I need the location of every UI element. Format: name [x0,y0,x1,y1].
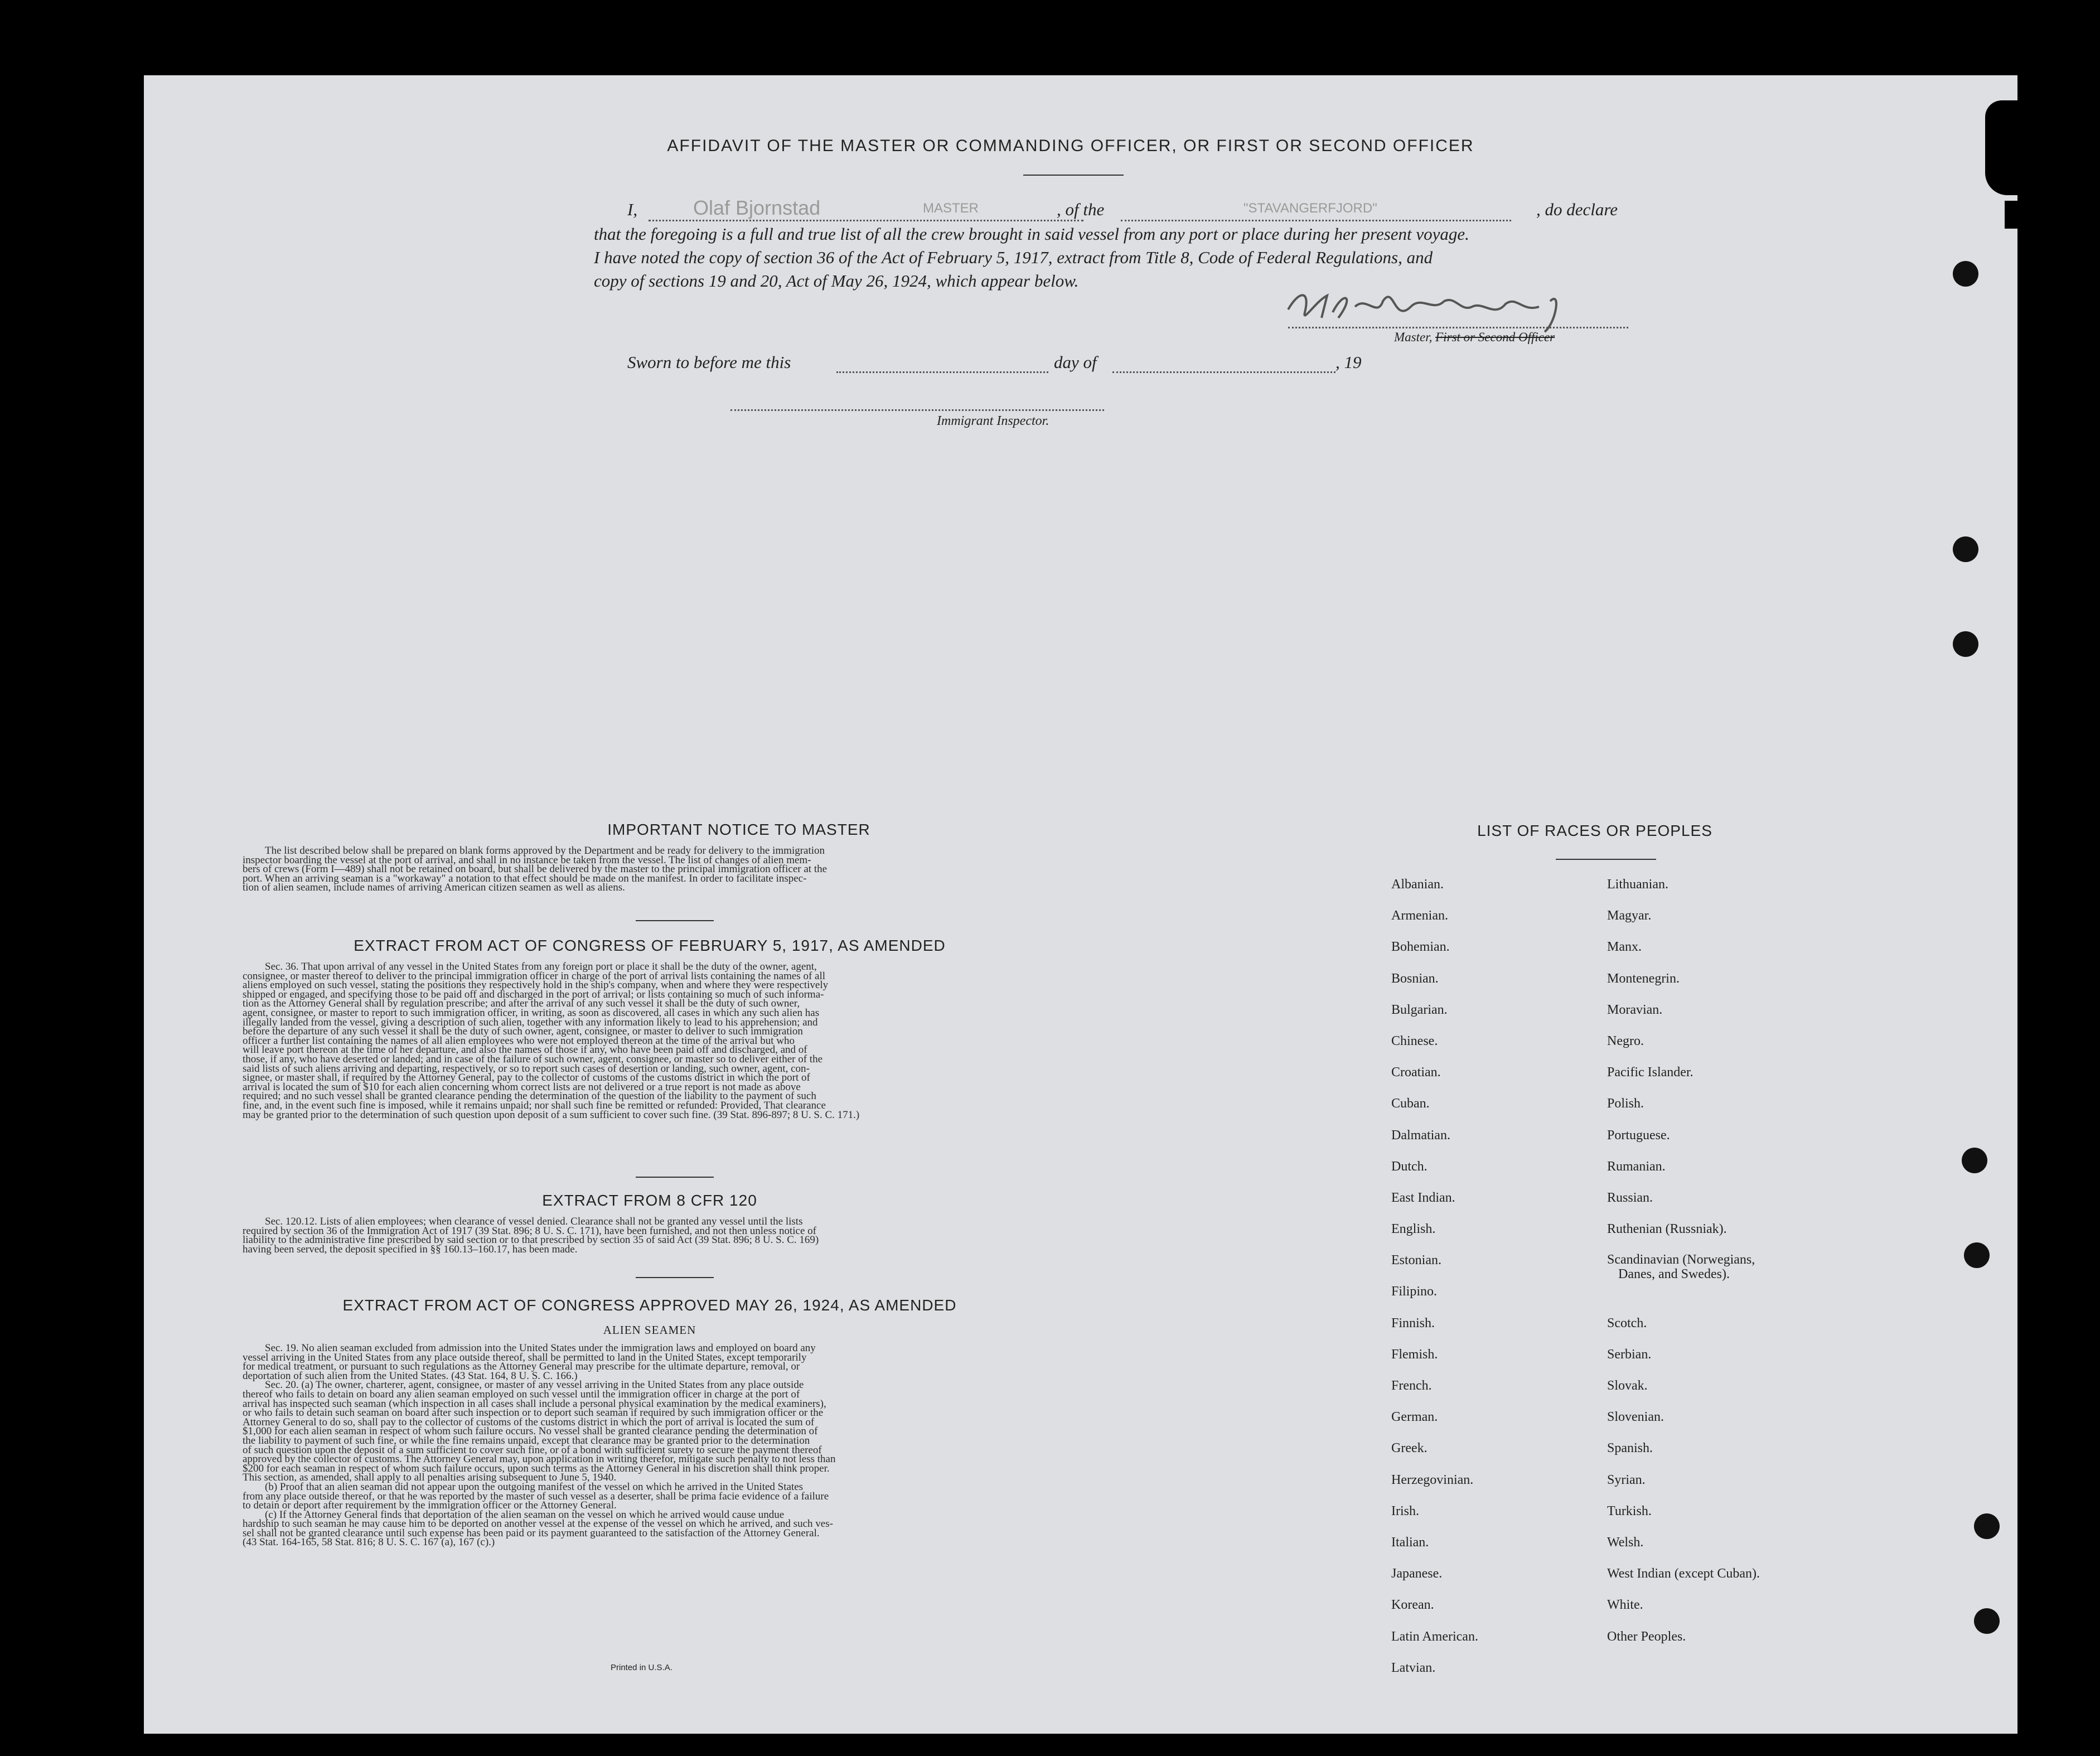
struck-officer-label: First or Second Officer [1435,330,1555,344]
inspector-line [730,409,1104,411]
race-item: Welsh. [1607,1535,1644,1550]
extract-1924-line: Sec. 19. No alien seaman excluded from admission into the United States under the immigration laws and employed on board any [265,1342,816,1354]
race-item: Negro. [1607,1033,1644,1048]
race-item: Pacific Islander. [1607,1065,1693,1080]
race-item: Syrian. [1607,1472,1646,1487]
pronoun: I, [627,200,638,219]
race-item: English. [1391,1222,1436,1237]
sworn-month-field [1112,352,1336,373]
extract-1924-line: thereof who fails to detain on board any alien seaman employed on such vessel until the immigration officer in charge at the port of [243,1388,800,1400]
sworn-day-field [836,352,1048,373]
race-item: Chinese. [1391,1033,1438,1048]
notice-body [243,846,1057,893]
extract-1924-title: EXTRACT FROM ACT OF CONGRESS APPROVED MAY 26, 1924, AS AMENDED [342,1297,957,1314]
race-item: Turkish. [1607,1503,1652,1518]
extract-1924-line: or who fails to detain such seaman on board after such inspection or to deport such seaman if required by such immigration officer or the [243,1407,824,1419]
extract-1924-line: $1,000 for each alien seaman in respect of whom such failure occurs. No vessel shall be granted clearance pending the determination of [243,1425,818,1438]
race-item: Lithuanian. [1607,877,1668,892]
extract-1917-line: consignee, or master thereof to deliver to the principal immigration officer in charge of the port of arrival lists containing the names of all [243,970,826,982]
extract-1917-line: arrival is located the sum of $10 for each alien concerning whom correct lists are not delivered or a true report is not made as above [243,1081,801,1093]
race-item: Cuban. [1391,1096,1430,1111]
extract-1924-line: the liability to payment of such fine, or while the fine remains unpaid, except that clearance may be granted prior to the determination [243,1434,810,1447]
race-item: German. [1391,1410,1438,1425]
race-item: Albanian. [1391,877,1444,892]
notice-line: tion of alien seamen, include names of arriving American citizen seamen as well as aliens. [243,882,625,894]
extract-1917-line: illegally landed from the vessel, giving a description of such alien, together with any information likely to lead to his apprehension; and [243,1016,818,1028]
race-item: Bosnian. [1391,971,1439,986]
race-item: Latin American. [1391,1629,1478,1644]
extract-1924-line: approved by the collector of customs. The Attorney General may, upon application in writing therefor, mitigate such penalty to not less than [243,1453,836,1465]
extract-1917-body [243,962,1057,1120]
race-item: Other Peoples. [1607,1629,1686,1644]
name-value: Olaf Bjornstad [693,196,821,219]
sworn-text: Sworn to before me this [627,352,791,372]
race-item: Croatian. [1391,1065,1441,1080]
extract-1924-line: from any place outside thereof, or that he was reported by the master of such vessel as a deserter, shall be prima facie evidence of a failure [243,1490,829,1502]
extract-1917-line: Sec. 36. That upon arrival of any vessel in the United States from any foreign port or place it shall be the duty of the owner, agent, [265,961,817,973]
race-item: West Indian (except Cuban). [1607,1566,1760,1581]
race-item: Scotch. [1607,1315,1647,1331]
extract-1924-line: $200 for each seaman in respect of whom such failure occurs, upon such terms as the Attorney General in his discretion shall think proper. [243,1462,830,1474]
race-item: Estonian. [1391,1253,1441,1268]
notice-line: bers of crews (Form I—489) shall not be retained on board, but shall be delivered by the master to the principal immigration officer at the [243,863,828,875]
day-of-text: day of [1054,352,1097,372]
race-item: Russian. [1607,1190,1653,1205]
sworn-line [594,352,1637,375]
race-item: Dutch. [1391,1159,1428,1174]
affidavit-title: AFFIDAVIT OF THE MASTER OR COMMANDING OFFICER, OR FIRST OR SECOND OFFICER [667,137,1474,155]
extract-1924-line: (c) If the Attorney General finds that deportation of the alien seaman on the vessel on which he arrived would cause undue [265,1508,785,1521]
notice-title: IMPORTANT NOTICE TO MASTER [607,821,870,838]
race-item: Greek. [1391,1441,1428,1456]
declaration-line-1 [594,196,1637,222]
extract-1924-line: This section, as amended, shall apply to all penalties arising subsequent to June 5, 1940. [243,1472,617,1484]
race-item: Flemish. [1391,1347,1438,1362]
extract-1924-line: vessel arriving in the United States from any place outside thereof, shall be permitted to land in the United States, except temporarily [243,1351,807,1363]
extract-1917-title: EXTRACT FROM ACT OF CONGRESS OF FEBRUARY 5, 1917, AS AMENDED [354,937,946,954]
punch-hole [1962,1148,1987,1173]
race-item: Irish. [1391,1503,1419,1518]
torn-edge [1985,100,2024,195]
extract-1924-line: Attorney General to do so, shall pay to the collector of customs of the customs district in which the port of arrival is located the sum of [243,1416,815,1428]
section-rule [636,1177,714,1178]
do-declare-text: , do declare [1536,200,1618,219]
extract-cfr-title: EXTRACT FROM 8 CFR 120 [542,1192,757,1209]
race-item: Latvian. [1391,1660,1436,1675]
master-title [1394,330,1555,345]
extract-1917-line: officer a further list containing the names of all alien employees who were not employed thereon at the time of the arrival but who [243,1034,795,1047]
race-item: Polish. [1607,1096,1644,1111]
race-item: Scandinavian (Norwegians, [1607,1252,1755,1268]
inspector-label: Immigrant Inspector. [937,414,1049,428]
race-item: Japanese. [1391,1566,1443,1581]
race-item: Portuguese. [1607,1128,1670,1143]
extract-cfr-line: liability to the administrative fine prescribed by said section or to that prescribed by section 35 of said Act (39 Stat. 896; 8 U. S. C. 169) [243,1234,819,1246]
race-item: Herzegovinian. [1391,1472,1474,1487]
race-item: Serbian. [1607,1347,1652,1362]
notice-line: The list described below shall be prepared on blank forms approved by the Department and be ready for delivery to the immigration [265,845,825,857]
race-item: Slovak. [1607,1378,1648,1394]
race-item: East Indian. [1391,1190,1455,1205]
section-rule [636,920,714,921]
race-item: Magyar. [1607,908,1652,923]
punch-hole [1953,631,1978,657]
punch-hole [1953,536,1978,562]
extract-1924-line: Sec. 20. (a) The owner, charterer, agent, consignee, or master of any vessel arriving in the United States from any place outside [265,1379,804,1391]
extract-1917-line: those, if any, who have deserted or landed; and in case of the failure of such owner, agent, consignee, or master so to deliver either of the [243,1053,822,1065]
year-text: , 19 [1336,352,1362,372]
punch-hole [1953,261,1978,287]
rank-value: MASTER [923,201,979,216]
extract-1917-line: shipped or engaged, and specifying those to be paid off and discharged in the port of arrival; or lists containing so much of such informa- [243,988,824,1000]
extract-cfr-body [243,1217,1057,1254]
races-title: LIST OF RACES OR PEOPLES [1477,822,1712,839]
race-item: Montenegrin. [1607,971,1680,986]
race-item: Spanish. [1607,1441,1653,1456]
notice-line: port. When an arriving seaman is a "workaway" a notation to that effect should be made on the manifest. In order to facilitate inspec- [243,872,807,884]
master-label: Master, [1394,330,1433,344]
declaration-line-3: I have noted the copy of section 36 of the Act of February 5, 1917, extract from Title 8, Code of Federal Regulations, and [594,248,1433,267]
extract-1917-line: tion as the Attorney General shall by regulation prescribe; and after the arrival of any such vessel it shall be the duty of such owner, [243,998,800,1010]
declaration-line-2: that the foregoing is a full and true list of all the crew brought in said vessel from any port or place during her present voyage. [594,224,1469,244]
extract-1917-line: may be granted prior to the determination of such question upon deposit of a sum sufficient to cover such fine. (39 Stat. 896-897; 8 U. S. C. 171.) [243,1109,860,1121]
extract-cfr-line: Sec. 120.12. Lists of alien employees; when clearance of vessel denied. Clearance shall not be granted any vessel until the lists [265,1216,803,1227]
race-item: Italian. [1391,1535,1429,1550]
race-item: Bohemian. [1391,940,1450,955]
printed-in-usa: Printed in U.S.A. [611,1663,672,1672]
extract-1924-line: deportation of such alien from the United States. (43 Stat. 164, 8 U. S. C. 166.) [243,1370,578,1382]
race-item: Korean. [1391,1598,1434,1613]
extract-1917-line: said lists of such aliens arriving and departing, respectively, or so to report such cases of desertion or landing, such owner, agent, con- [243,1062,810,1075]
vessel-value: "STAVANGERFJORD" [1243,201,1377,216]
torn-edge [2005,201,2027,229]
extract-1917-line: signee, or master shall, if required by the Attorney General, pay to the collector of customs of the customs district in which the port of [243,1072,810,1084]
race-item: Ruthenian (Russniak). [1607,1222,1727,1237]
extract-1917-line: aliens employed on such vessel, stating the positions they respectively hold in the ship's company, when and where they were respectively [243,979,829,991]
extract-1917-line: will leave port thereon at the time of her departure, and also the names of those if any, who have been paid off and discharged, and of [243,1044,807,1056]
section-rule [636,1277,714,1278]
signature-line [1288,327,1628,328]
extract-1924-line: to detain or deport after requirement by the immigration officer or the Attorney General. [243,1499,617,1512]
race-item: Moravian. [1607,1002,1663,1017]
punch-hole [1974,1608,2000,1634]
race-item: Danes, and Swedes). [1618,1267,1730,1282]
race-item: Rumanian. [1607,1159,1666,1174]
punch-hole [1964,1242,1990,1268]
extract-1924-line: of such question upon the deposit of a sum sufficient to cover such fine, or of a bond with sufficient surety to secure the payment thereof [243,1444,822,1456]
extract-1917-line: required; and no such vessel shall be granted clearance pending the determination of the question of the liability to the payment of such [243,1090,816,1102]
extract-1917-line: before the departure of any such vessel it shall be the duty of such owner, agent, consignee, or master to deliver to such immigration [243,1025,803,1038]
race-item: White. [1607,1598,1643,1613]
extract-1924-line: (b) Proof that an alien seaman did not appear upon the outgoing manifest of the vessel on which he arrived in the United States [265,1481,804,1493]
declaration-line-4: copy of sections 19 and 20, Act of May 26, 1924, which appear below. [594,271,1079,291]
punch-hole [1974,1513,2000,1539]
races-column-1 [1391,869,1478,1684]
extract-1917-line: fine, and, in the event such fine is imposed, while it remains unpaid; nor shall such fine be remitted or refunded: Provided, That clearance [243,1099,826,1111]
race-item: Filipino. [1391,1284,1438,1299]
race-item: Manx. [1607,940,1642,955]
extract-1924-body [243,1344,1057,1547]
race-item: Bulgarian. [1391,1002,1448,1017]
of-the-text: , of the [1057,200,1105,219]
notice-line: inspector boarding the vessel at the port of arrival, and shall in no instance be taken from the vessel. The list of changes of alien mem- [243,854,811,866]
races-title-rule [1556,859,1656,860]
extract-cfr-line: required by section 36 of the Immigration Act of 1917 (39 Stat. 896; 8 U. S. C. 171), have been furnished, and not then unless notice of [243,1225,816,1237]
extract-1924-subtitle: ALIEN SEAMEN [603,1323,696,1337]
race-item-multiline [1607,1245,1760,1307]
extract-1924-line: arrival has inspected such seaman (which inspection in all cases shall include a personal physical examination by the medical examiners), [243,1397,826,1410]
title-rule [1023,175,1124,176]
extract-1924-line: for medical treatment, or pursuant to such regulations as the Attorney General may prescribe for the ultimate departure, removal, or [243,1361,800,1373]
race-item: French. [1391,1378,1432,1393]
extract-1924-line: hardship to such seaman he may cause him to be deported on another vessel at the expense of the vessel on which he arrived, and such ves- [243,1518,833,1530]
extract-cfr-line: having been served, the deposit specified in §§ 160.13–160.17, has been made. [243,1243,578,1255]
race-item: Finnish. [1391,1315,1435,1331]
extract-1917-line: agent, consignee, or master to report to such immigration officer, in writing, as soon as discovered, all cases in which any such alien has [243,1007,820,1019]
master-signature [1283,279,1639,335]
extract-1924-line: (43 Stat. 164-165, 58 Stat. 816; 8 U. S. C. 167 (a), 167 (c).) [243,1536,495,1549]
races-column-2 [1607,869,1760,1652]
race-item: Armenian. [1391,908,1448,923]
extract-1924-line: sel shall not be granted clearance until such expense has been paid or its payment guaranteed to the satisfaction of the Attorney General. [243,1527,820,1539]
race-item: Dalmatian. [1391,1128,1450,1143]
race-item: Slovenian. [1607,1410,1664,1425]
